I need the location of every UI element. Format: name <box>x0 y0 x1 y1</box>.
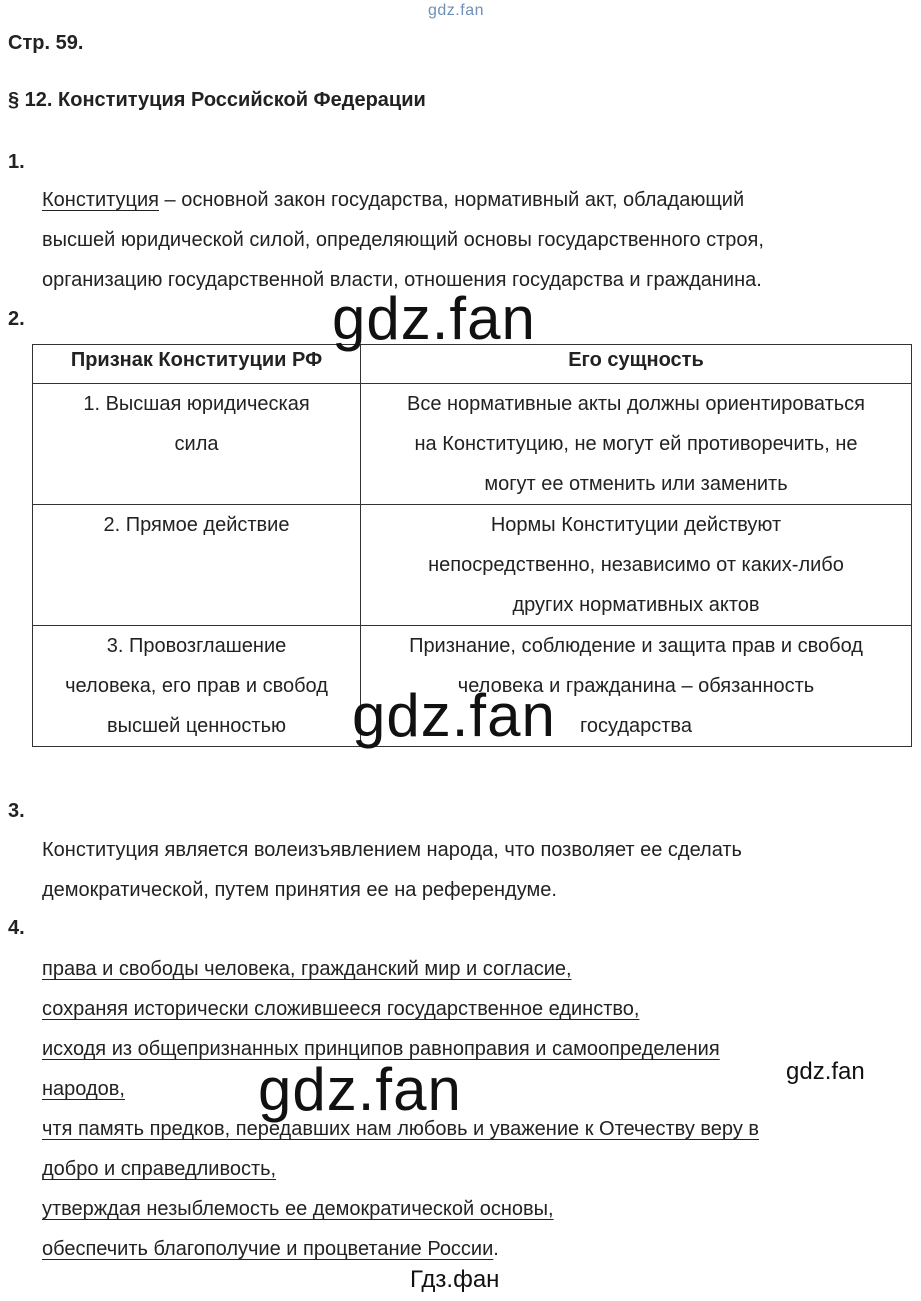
cell-line: непосредственно, независимо от каких-либо <box>428 554 844 576</box>
cell-line: 1. Высшая юридическая <box>83 393 310 415</box>
task1-line1-rest: – основной закон государства, нормативный акт, обладающий <box>159 189 745 211</box>
cell-line: государства <box>580 715 692 737</box>
watermark-large: gdz.fan <box>332 285 536 352</box>
cell-line: 2. Прямое действие <box>103 514 290 536</box>
task-number-4: 4. <box>8 917 25 939</box>
cell-line: других нормативных актов <box>512 594 760 616</box>
task1-line-1 <box>42 180 764 220</box>
task1-line-2: высшей юридической силой, определяющий основы государственного строя, <box>42 229 764 251</box>
task4-line: утверждая незыблемость ее демократической основы, <box>42 1198 554 1220</box>
table-cell-essence <box>361 505 912 626</box>
table-cell-feature <box>33 626 361 747</box>
table-cell-essence <box>361 384 912 505</box>
cell-line: могут ее отменить или заменить <box>484 473 788 495</box>
table-header-essence: Его сущность <box>361 345 912 384</box>
task3-line-2: демократической, путем принятия ее на референдуме. <box>42 879 557 901</box>
task-number-1: 1. <box>8 151 25 173</box>
task4-line: народов, <box>42 1078 125 1100</box>
table-cell-feature <box>33 384 361 505</box>
cell-line: 3. Провозглашение <box>106 635 287 657</box>
task3-answer <box>42 830 742 910</box>
cell-line: Признание, соблюдение и защита прав и свобод <box>409 635 863 657</box>
table-cell-feature <box>33 505 361 626</box>
task4-line: сохраняя исторически сложившееся государственное единство, <box>42 998 640 1020</box>
page-label: Стр. 59. <box>8 32 84 54</box>
cell-line: высшей ценностью <box>106 715 287 737</box>
cell-line: на Конституцию, не могут ей противоречить, не <box>414 433 858 455</box>
table-row <box>33 384 912 505</box>
task1-answer <box>42 180 764 300</box>
task-number-3: 3. <box>8 800 25 822</box>
watermark-top: gdz.fan <box>428 2 484 19</box>
task1-line-3: организацию государственной власти, отношения государства и гражданина. <box>42 269 762 291</box>
task4-line: чтя память предков, передавших нам любовь и уважение к Отечеству веру в <box>42 1118 760 1140</box>
cell-line: сила <box>174 433 219 455</box>
cell-line: человека и гражданина – обязанность <box>457 675 815 697</box>
term-constitution: Конституция <box>42 189 159 211</box>
table-header-feature: Признак Конституции РФ <box>33 345 361 384</box>
task3-line-1: Конституция является волеизъявлением народа, что позволяет ее сделать <box>42 839 742 861</box>
task-number-2: 2. <box>8 308 25 330</box>
watermark-small: gdz.fan <box>786 1058 865 1085</box>
watermark-large: gdz.fan <box>258 1056 462 1123</box>
section-title: § 12. Конституция Российской Федерации <box>8 89 426 111</box>
watermark-large: gdz.fan <box>352 682 556 749</box>
cell-line: Все нормативные акты должны ориентироваться <box>406 393 866 415</box>
task4-line: права и свободы человека, гражданский мир и согласие, <box>42 958 572 980</box>
table-row <box>33 505 912 626</box>
cell-line: человека, его прав и свобод <box>65 675 328 697</box>
task4-line: обеспечить благополучие и процветание России. <box>42 1238 499 1260</box>
watermark-bottom: Гдз.фан <box>410 1266 500 1293</box>
cell-line: Нормы Конституции действуют <box>490 514 782 536</box>
task4-line: исходя из общепризнанных принципов равноправия и самоопределения <box>42 1038 720 1060</box>
task4-line: добро и справедливость, <box>42 1158 277 1180</box>
